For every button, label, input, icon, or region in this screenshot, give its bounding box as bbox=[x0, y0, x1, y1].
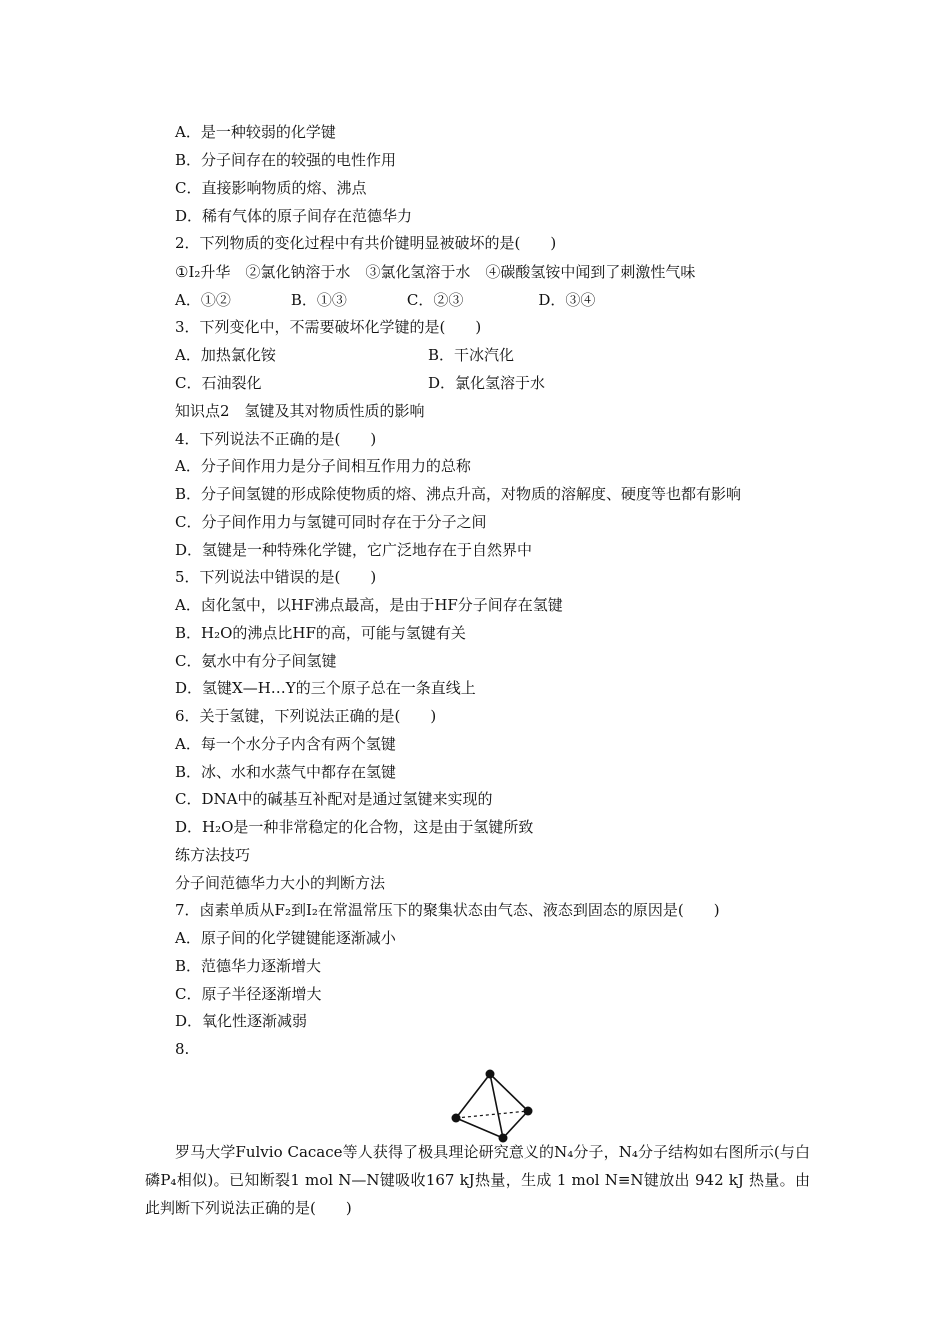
q7-option-c: C．原子半径逐渐增大 bbox=[175, 985, 322, 1003]
q4-option-c: C．分子间作用力与氢键可同时存在于分子之间 bbox=[175, 513, 487, 531]
section-heading-knowledge-2: 知识点2 氢键及其对物质性质的影响 bbox=[175, 402, 425, 420]
q8-number: 8. bbox=[175, 1040, 190, 1058]
q1-option-b: B．分子间存在的较强的电性作用 bbox=[175, 151, 397, 169]
q1-option-d: D．稀有气体的原子间存在范德华力 bbox=[175, 207, 413, 225]
n4-tetrahedron-figure bbox=[448, 1068, 538, 1144]
q2-items: ①I₂升华 ②氯化钠溶于水 ③氯化氢溶于水 ④碳酸氢铵中闻到了刺激性气味 bbox=[175, 263, 696, 281]
q6-option-d: D．H₂O是一种非常稳定的化合物，这是由于氢键所致 bbox=[175, 818, 534, 836]
q5-option-a: A．卤化氢中，以HF沸点最高，是由于HF分子间存在氢键 bbox=[175, 596, 563, 614]
q5-option-b: B．H₂O的沸点比HF的高，可能与氢键有关 bbox=[175, 624, 466, 642]
q7-option-a: A．原子间的化学键键能逐渐减小 bbox=[175, 929, 396, 947]
q6-option-a: A．每一个水分子内含有两个氢键 bbox=[175, 735, 396, 753]
q6-option-c: C．DNA中的碱基互补配对是通过氢键来实现的 bbox=[175, 790, 493, 808]
q6-stem: 6．关于氢键，下列说法正确的是( ) bbox=[175, 707, 437, 725]
q2-options: A．①② B．①③ C．②③ D．③④ bbox=[175, 291, 596, 309]
q5-option-d: D．氢键X—H…Y的三个原子总在一条直线上 bbox=[175, 679, 476, 697]
q4-option-a: A．分子间作用力是分子间相互作用力的总称 bbox=[175, 457, 471, 475]
q3-stem: 3．下列变化中，不需要破坏化学键的是( ) bbox=[175, 318, 482, 336]
q1-option-c: C．直接影响物质的熔、沸点 bbox=[175, 179, 367, 197]
q7-stem: 7．卤素单质从F₂到I₂在常温常压下的聚集状态由气态、液态到固态的原因是( ) bbox=[175, 901, 720, 919]
q8-paragraph: 罗马大学Fulvio Cacace等人获得了极具理论研究意义的N₄分子，N₄分子结构如右图所示(与白磷P₄相似)。已知断裂1 mol N—N键吸收167 kJ热量，生成 1 mol N≡N键放出 942 kJ 热量。由此判断下列说法正确的是( ) bbox=[145, 1143, 810, 1217]
q7-option-b: B．范德华力逐渐增大 bbox=[175, 957, 322, 975]
q3-option-b: B．干冰汽化 bbox=[428, 346, 515, 364]
q3-option-d: D．氯化氢溶于水 bbox=[428, 374, 546, 392]
q3-option-a: A．加热氯化铵 bbox=[175, 346, 276, 364]
q5-option-c: C．氨水中有分子间氢键 bbox=[175, 652, 337, 670]
q6-option-b: B．冰、水和水蒸气中都存在氢键 bbox=[175, 763, 397, 781]
subsection-heading-vdw: 分子间范德华力大小的判断方法 bbox=[175, 874, 386, 892]
q4-stem: 4．下列说法不正确的是( ) bbox=[175, 430, 377, 448]
q7-option-d: D．氧化性逐渐减弱 bbox=[175, 1012, 308, 1030]
q4-option-b: B．分子间氢键的形成除使物质的熔、沸点升高，对物质的溶解度、硬度等也都有影响 bbox=[175, 485, 742, 503]
q2-stem: 2．下列物质的变化过程中有共价键明显被破坏的是( ) bbox=[175, 234, 557, 252]
q4-option-d: D．氢键是一种特殊化学键，它广泛地存在于自然界中 bbox=[175, 541, 533, 559]
section-heading-methods: 练方法技巧 bbox=[175, 846, 251, 864]
q3-option-c: C．石油裂化 bbox=[175, 374, 262, 392]
q5-stem: 5．下列说法中错误的是( ) bbox=[175, 568, 377, 586]
q1-option-a: A．是一种较弱的化学键 bbox=[175, 123, 336, 141]
